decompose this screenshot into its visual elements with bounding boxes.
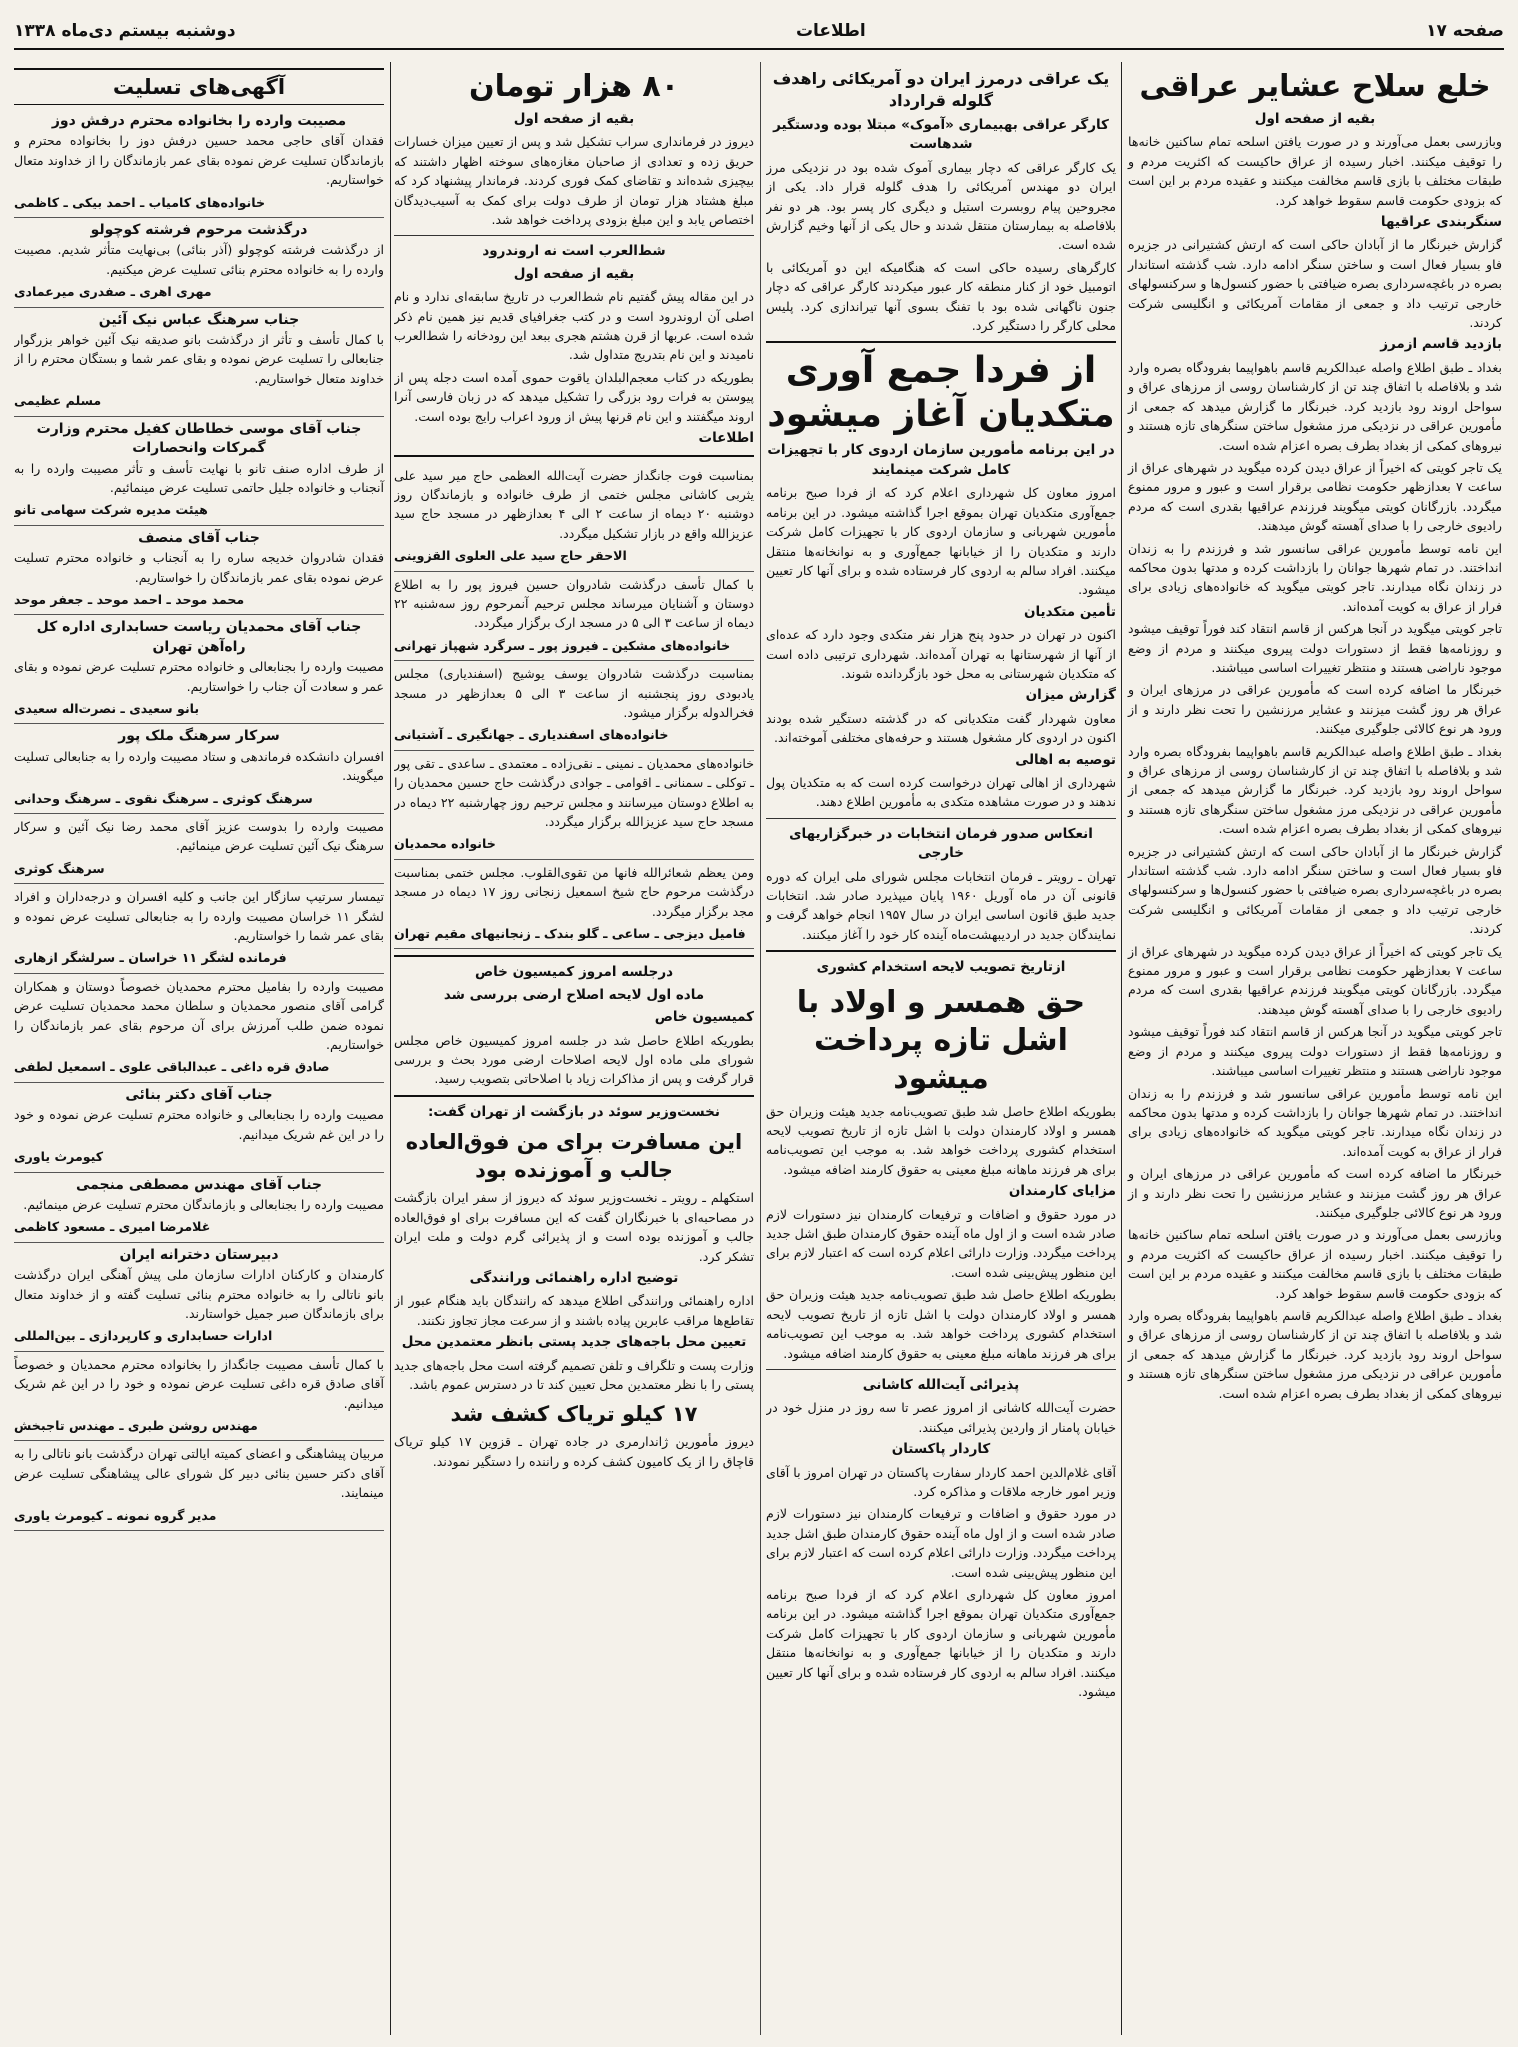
- middle-right-block: [766, 62, 1116, 2035]
- article-paragraph: آقای غلام‌الدین احمد کاردار سفارت پاکستان در تهران امروز با آقای وزیر امور خارجه ملاقات و مذاکره کرد.: [766, 1464, 1116, 1499]
- notice-signature: مهری اهری ـ صفدری میرعمادی: [14, 284, 212, 300]
- subheadline: ماده اول لایحه اصلاح ارضی بررسی شد: [443, 986, 705, 1003]
- subheading: مزایای کارمندان: [1008, 1183, 1116, 1200]
- notice-body: بمناسبت درگذشت شادروان یوسف یوشیج (اسفندیاری) مجلس یادبودی روز پنجشنبه از ساعت ۳ الی ۵ بعدازظهر در مسجد فخرالدوله برگزار میشود.: [394, 666, 755, 720]
- notice-title: درگذشت مرحوم فرشته کوچولو: [90, 222, 308, 239]
- article-paragraph: در مورد حقوق و اضافات و ترفیعات کارمندان نیز دستورات لازم صادر شده است و از اول ماه آینده حقوق کارمندان طبق اشل جدید پرداخت میگردد. وزارت دارائی اعلام کرده است که اعتبار لازم برای این منظور پیش‌بینی شده است.: [766, 1206, 1116, 1280]
- article-paragraph: بغداد ـ طبق اطلاع واصله عبدالکریم قاسم باهواپیما بفرودگاه بصره وارد شد و بلافاصله با اتفاق چند تن از کارشناسان روسی از مرزهای عراق و سواحل اروند رود بازدید کرد. خبرنگار ما گزارش میدهد که جمعی از مأمورین عراقی در نزدیکی مرز مشغول ساختن سنگرهای تازه هستند و نیروهای کمکی از بغداد بطرف بصره اعزام شده است.: [1128, 743, 1502, 837]
- notice-body: فقدان آقای حاجی محمد حسین درفش دوز را بخانواده محترم و بازماندگان تسلیت عرض نموده بقای عمر بازماندگان را از خداوند متعال خواستاریم.: [14, 133, 384, 188]
- notice-title: دبیرستان دخترانه ایران: [119, 1246, 279, 1263]
- article-paragraph: بغداد ـ طبق اطلاع واصله عبدالکریم قاسم باهواپیما بفرودگاه بصره وارد شد و بلافاصله با اتفاق چند تن از کارشناسان روسی از مرزهای عراق و سواحل اروند رود بازدید کرد. خبرنگار ما گزارش میدهد که جمعی از مأمورین عراقی در نزدیکی مرز مشغول ساختن سنگرهای تازه هستند و نیروهای کمکی از بغداد بطرف بصره اعزام شده است.: [1128, 359, 1502, 453]
- notice-body: بمناسبت فوت جانگداز حضرت آیت‌الله العظمی حاج میر سید علی یثربی کاشانی مجلس ختمی از طرف خانواده و بازماندگان روز دوشنبه ۲۰ دیماه از ساعت ۲ الی ۴ بعدازظهر در مسجد حاج سید عزیزالله واقع در بازار تشکیل میگردد.: [394, 467, 754, 541]
- notice-signature: ادارات حسابداری و کارپردازی ـ بین‌المللی: [14, 1328, 273, 1344]
- issue-date: دوشنبه بیستم دی‌ماه ۱۳۳۸: [14, 21, 236, 41]
- article-paragraph: بطوریکه اطلاع حاصل شد در جلسه امروز کمیسیون خاص مجلس شورای ملی ماده اول لایحه اصلاحات ارضی مورد بحث و بررسی قرار گرفت و پس از مذاکرات زیاد با اصلاحاتی بتصویب رسید.: [394, 1032, 754, 1087]
- condolence-notice: [14, 526, 384, 616]
- right-column: [1121, 62, 1502, 2035]
- condolence-notice: [14, 1173, 384, 1243]
- headline-80000-toman: ۸۰ هزار تومان: [468, 69, 680, 104]
- notice-body: فقدان شادروان خدیجه ساره را به آنجناب و خانواده محترم تسلیت عرض نموده بقای عمر بازماندگان را خواستاریم.: [14, 550, 384, 585]
- subheading: تأمین متکدیان: [1023, 603, 1116, 620]
- condolence-notice: [394, 860, 754, 950]
- headline-swedish-pm-trip: این مسافرت برای من فوق‌العاده جالب و آموزنده بود: [405, 1130, 743, 1183]
- notice-body: مصیبت وارده را بدوست عزیز آقای محمد رضا نیک آئین و سرکار سرهنگ نیک آئین تسلیت عرض مینمائیم.: [14, 819, 384, 854]
- notice-body: مصیبت وارده را بجنابعالی و خانواده محترم تسلیت عرض نموده و بقای عمر و سعادت آن جناب را خواستاریم.: [14, 659, 384, 694]
- condolence-notice: [14, 814, 384, 884]
- condolence-notice: [394, 751, 754, 860]
- notice-title: سرکار سرهنگ ملک پور: [118, 728, 280, 745]
- article-paragraph: امروز معاون کل شهرداری اعلام کرد که از فردا صبح برنامه جمع‌آوری متکدیان تهران بموقع اجرا گذاشته میشود. در این برنامه مأمورین شهربانی و سازمان اردوی کار با تجهیزات کامل شرکت دارند و متکدیان را از خیابانها جمع‌آوری و به نوانخانه‌ها منتقل میکنند. افراد سالم به اردوی کار فرستاده شده و برای آنها کار تعیین میشود.: [766, 485, 1116, 598]
- notice-title: جناب آقای محمدیان ریاست حسابداری اداره کل راه‌آهن تهران: [36, 619, 362, 655]
- notice-signature: بانو سعیدی ـ نصرت‌اله سعیدی: [14, 700, 200, 716]
- condolence-notice: [14, 1441, 384, 1531]
- continued-label: بقیه از صفحه اول: [513, 111, 635, 127]
- notice-title: جناب آقای مهندس مصطفی منجمی: [75, 1176, 323, 1193]
- subheadline: در این برنامه مأمورین سازمان اردوی کار با تجهیزات کامل شرکت مینمایند: [767, 442, 1115, 478]
- left-column-condolences: [14, 62, 391, 2035]
- subheading: گزارش میزان: [1025, 687, 1116, 704]
- article-paragraph: خبرنگار ما اضافه کرده است که مأمورین عراقی در مرزهای ایران و عراق هر روز گشت میزنند و عشایر مرزنشین را تحت نظر دارند و از ورود هر نوع کالائی جلوگیری میکنند.: [1128, 682, 1502, 737]
- newspaper-name: اطلاعات: [795, 21, 866, 41]
- notice-signature: غلامرضا امیری ـ مسعود کاظمی: [14, 1219, 211, 1235]
- notice-signature: خانواده‌های کامیاب ـ احمد بیکی ـ کاظمی: [14, 194, 266, 210]
- condolence-notice: [14, 1352, 384, 1442]
- article-paragraph: حضرت آیت‌الله کاشانی از امروز عصر تا سه روز در منزل خود در خیابان پامنار از واردین پذیرائی میکنند.: [766, 1400, 1116, 1435]
- middle-column: [394, 62, 1116, 2035]
- article-paragraph: بطوریکه اطلاع حاصل شد طبق تصویب‌نامه جدید هیئت وزیران حق همسر و اولاد کارمندان دولت با اشل تازه از تاریخ تصویب لایحه استخدام کشوری پرداخت خواهد شد. به موجب این تصویب‌نامه برای هر فرزند ماهانه مبلغ معینی به حقوق کارمند اضافه میشود.: [766, 1103, 1116, 1177]
- notice-title: جناب آقای موسی خطاطان کفیل محترم وزارت گمرکات وانحصارات: [36, 420, 362, 457]
- article-paragraph: خبرنگار ما اضافه کرده است که مأمورین عراقی در مرزهای ایران و عراق هر روز گشت میزنند و عشایر مرزنشین را تحت نظر دارند و از ورود هر نوع کالائی جلوگیری میکنند.: [1128, 1166, 1502, 1220]
- masthead: [14, 14, 1504, 50]
- kicker: ازتاریخ تصویب لایحه استخدام کشوری: [816, 959, 1066, 976]
- notice-signature: مسلم عظیمی: [14, 393, 102, 409]
- subheading: کمیسیون خاص: [654, 1009, 754, 1026]
- notice-signature: مدیر گروه نمونه ـ کیومرث یاوری: [14, 1507, 217, 1523]
- headline-iraqi-shoots-americans: یک عراقی درمرز ایران دو آمریکائی راهدف گلوله قرارداد: [772, 69, 1110, 110]
- notice-body: ومن یعظم شعائرالله فانها من تقوی‌القلوب. مجلس ختمی بمناسبت درگذشت مرحوم حاج شیخ اسمعیل زنجانی روز ۱۷ دیماه در مسجد مجد برگزار میگردد.: [394, 864, 754, 919]
- condolence-notice: [14, 1083, 384, 1173]
- notice-body: کارمندان و کارکنان ادارات سازمان ملی پیش آهنگی ایران درگذشت بانو ناتالی را به خانواده محترم بنائی تسلیت گفته و از خداوند متعال برای بازماندگان صبر جمیل خواستارند.: [14, 1267, 384, 1321]
- article-paragraph: دیروز مأمورین ژاندارمری در جاده تهران ـ قزوین ۱۷ کیلو تریاک قاچاق را از یک کامیون کشف کرده و راننده را دستگیر نمودند.: [394, 1434, 754, 1469]
- article-paragraph: در مورد حقوق و اضافات و ترفیعات کارمندان نیز دستورات لازم صادر شده است و از اول ماه آینده حقوق کارمندان طبق اشل جدید پرداخت میگردد. وزارت دارائی اعلام کرده است که اعتبار لازم برای این منظور پیش‌بینی شده است.: [766, 1506, 1116, 1580]
- condolence-notice: [14, 884, 384, 974]
- notice-signature: خانواده محمدیان: [394, 836, 496, 852]
- headline-disarm-iraqi-tribes: خلع سلاح عشایر عراقی: [1139, 69, 1491, 104]
- notice-signature: خانواده‌های اسفندیاری ـ جهانگیری ـ آشتیانی: [394, 727, 669, 743]
- notice-title: جناب آقای منصف: [138, 529, 260, 546]
- headline-kashani-reception: پذیرائی آیت‌الله کاشانی: [862, 1376, 1020, 1393]
- notice-signature: کیومرث یاوری: [14, 1149, 104, 1165]
- article-paragraph: وزارت پست و تلگراف و تلفن تصمیم گرفته است محل باجه‌های جدید پستی را با نظر معتمدین محل تعیین کند تا در دسترس عموم باشد.: [394, 1357, 754, 1392]
- headline-beggars-collection: از فردا جمع آوری متکدیان آغاز میشود: [767, 350, 1115, 436]
- kicker: شط‌العرب است نه اروندرود: [482, 243, 666, 260]
- notice-title: جناب سرهنگ عباس نیک آئین: [98, 311, 300, 328]
- notice-signature: الاحقر حاج سید علی العلوی القزوینی: [394, 548, 627, 564]
- condolence-notice: [14, 218, 384, 308]
- middle-left-block: [394, 62, 761, 2035]
- article-paragraph: یک تاجر کویتی که اخیراً از عراق دیدن کرده میگوید در شهرهای عراق از ساعت ۷ بعدازظهر حکومت نظامی برقرار است و عبور و مرور ممنوع میگردد. بازرگانان کویتی میگویند فرزندم عراقیها بقدری است که مردم رادیوی خارجی را با صدای آهسته گوش میدهند.: [1128, 459, 1502, 534]
- notice-body: خانواده‌های محمدیان ـ نمینی ـ نقی‌زاده ـ معتمدی ـ ساعدی ـ تقی پور ـ توکلی ـ سمنانی ـ اقوامی ـ جوادی درگذشت حاج حسین محمدیان را به اطلاع دوستان میرسانند و مجلس ترحیم روز چهارشنبه ۲۲ دیماه در مسجد حاج سید عزیزالله برگزار میگردد.: [394, 755, 754, 829]
- condolence-notice: [394, 661, 754, 751]
- condolence-notice: [14, 1243, 384, 1352]
- article-paragraph: وبازرسی بعمل می‌آورند و در صورت یافتن اسلحه تمام ساکنین خانه‌ها را توقیف میکنند. اخبار رسیده از عراق حاکیست که اکثریت مردم و طبقات مختلف با بازی قاسم مخالفت میکنند و عقیده مردم بر این است که بزودی حکومت قاسم سقوط خواهد کرد.: [1128, 134, 1502, 208]
- notice-body: با کمال تأسف و تأثر از درگذشت بانو صدیقه نیک آئین خواهر بزرگوار جنابعالی را تسلیت عرض نموده و بقای عمر شما و بستگان محترم را از خداوند متعال خواستاریم.: [14, 332, 384, 386]
- article-paragraph: معاون شهردار گفت متکدیانی که در گذشته دستگیر شده بودند اکنون در اردوی کار مشغول هستند و حرفه‌های مختلفی آموخته‌اند.: [766, 710, 1116, 746]
- notice-signature: هیئت مدیره شرکت سهامی تانو: [14, 502, 208, 518]
- article-paragraph: کارگرهای رسیده حاکی است که هنگامیکه این دو آمریکائی با اتومبیل خود از کنار منطقه کار عبور میکردند کارگر عراقی که دچار جنون ناگهانی شده بود با تفنگ بسوی آنها تیراندازی کرد. پلیس محلی کارگر را دستگیر کرد.: [766, 259, 1116, 334]
- article-paragraph: شهرداری از اهالی تهران درخواست کرده است که به متکدیان پول ندهند و در صورت مشاهده متکدی به مأمورین اطلاع دهند.: [766, 774, 1116, 810]
- condolence-notice: [394, 463, 754, 572]
- notice-title: جناب آقای دکتر بنائی: [125, 1086, 273, 1103]
- continued-label: بقیه از صفحه اول: [513, 265, 635, 282]
- article-paragraph: دیروز در فرمانداری سراب تشکیل شد و پس از تعیین میزان خسارات حریق زده و تعدادی از صاحبان مغازه‌های سوخته اظهار داشتند که بیچیزی شده‌اند و تقاضای کمک فوری کردند. فرماندار پیشنهاد کرد که مبلغ هشتاد هزار تومان از طرف دولت برای کمک به آسیب‌دیدگان اختصاص یابد و این مبلغ بزودی پرداخت خواهد شد.: [394, 134, 754, 228]
- kicker: نخست‌وزیر سوئد در بازگشت از تهران گفت:: [428, 1103, 720, 1120]
- continued-label: بقیه از صفحه اول: [1254, 111, 1376, 127]
- notice-signature: سرهنگ کوثری: [14, 860, 105, 876]
- article-paragraph: گزارش خبرنگار ما از آبادان حاکی است که ارتش کشتیرانی در جزیره فاو بسیار فعال است و ساختن سنگر ادامه دارد. شب گذشته استاندار بصره در باغچه‌سرداری بصره ضیافتی با حضور کنسول‌ها و سرکنسولهای خارجی ترتیب داد و جمعی از مقامات آمریکائی و انگلیسی شرکت کردند.: [1128, 843, 1502, 937]
- headline-election-decree: انعکاس صدور فرمان انتخابات در خبرگزاریهای خارجی: [789, 825, 1093, 862]
- page-number: صفحه ۱۷: [1426, 21, 1504, 41]
- notice-body: با کمال تأسف درگذشت شادروان حسین فیروز پور را به اطلاع دوستان و آشنایان میرساند مجلس ترحیم آنمرحوم روز سه‌شنبه ۲۲ دیماه از ساعت ۳ الی ۵ در مسجد ارک برگزار میگردد.: [394, 576, 754, 631]
- headline-spouse-children-allowance: حق همسر و اولاد با اشل تازه پرداخت میشود: [796, 984, 1086, 1096]
- notice-body: با کمال تأسف مصیبت جانگداز را بخانواده محترم محمدیان و خصوصاً آقای صادق قره داغی تسلیت عرض نموده و خود را در این غم شریک میدانیم.: [14, 1356, 384, 1411]
- article-paragraph: بطوریکه اطلاع حاصل شد طبق تصویب‌نامه جدید هیئت وزیران حق همسر و اولاد کارمندان دولت با اشل تازه از تاریخ تصویب لایحه استخدام کشوری پرداخت خواهد شد. به موجب این تصویب‌نامه برای هر فرزند ماهانه مبلغ معینی به حقوق کارمند اضافه میشود.: [766, 1287, 1116, 1361]
- notice-body: از درگذشت فرشته کوچولو (آذر بنائی) بی‌نهایت متأثر شدیم. مصیبت وارده را به خانواده محترم بنائی تسلیت عرض میکنیم.: [14, 242, 384, 277]
- notice-signature: مهندس روشن طبری ـ مهندس تاجبخش: [14, 1417, 258, 1433]
- condolence-notice: [14, 724, 384, 814]
- condolence-notice: [14, 417, 384, 526]
- article-paragraph: تاجر کویتی میگوید در آنجا هرکس از قاسم انتقاد کند فوراً توقیف میشود و روزنامه‌ها فقط از دستورات دولت پیروی میکنند و مردم از وضع موجود ناراضی هستند و منتظر تغییرات اساسی میباشند.: [1128, 621, 1502, 675]
- article-paragraph: یک تاجر کویتی که اخیراً از عراق دیدن کرده میگوید در شهرهای عراق از ساعت ۷ بعدازظهر حکومت نظامی برقرار است و عبور و مرور ممنوع میگردد. بازرگانان کویتی میگویند فرزندم عراقیها بقدری است که مردم رادیوی خارجی را با صدای آهسته گوش میدهند.: [1128, 943, 1502, 1017]
- condolence-section-heading: آگهی‌های تسلیت: [14, 68, 384, 105]
- notice-body: مصیبت وارده را بجنابعالی و بازماندگان محترم تسلیت عرض مینمائیم.: [23, 1196, 384, 1212]
- subheading: توصیه به اهالی: [1015, 751, 1116, 768]
- article-paragraph: این نامه توسط مأمورین عراقی سانسور شد و فرزندم را به زندان انداختند. در تمام شهرها جوانان را بازداشت کرده و مدتها بدون محاکمه در زندان نگاه میدارند. تاجر کویتی میگوید که خانواده‌های زیادی برای فرار از عراق به کویت آمده‌اند.: [1128, 1085, 1502, 1159]
- article-paragraph: در این مقاله پیش گفتیم نام شط‌العرب در تاریخ سابقه‌ای ندارد و نام اصلی آن اروندرود است و در کتب جغرافیای قدیم نیز همین نام ذکر شده است. عربها از قرن هشتم هجری ببعد این رودخانه را شط‌العرب نامیدند و این نام بتدریج متداول شد.: [394, 289, 754, 363]
- article-paragraph: بطوریکه در کتاب معجم‌البلدان یاقوت حموی آمده است دجله پس از پیوستن به فرات رود بزرگی را تشکیل میدهد که در زبان فارسی آنرا اروند میگفتند و این نام قرنها پیش از ورود اعراب رایج بوده است.: [394, 369, 754, 424]
- notice-body: افسران دانشکده فرماندهی و ستاد مصیبت وارده را به جنابعالی تسلیت میگویند.: [14, 748, 384, 784]
- notice-title: مصیبت وارده را بخانواده محترم درفش دوز: [51, 113, 347, 129]
- headline-postal-kiosks: تعیین محل باجه‌های جدید پستی بانظر معتمدین محل: [401, 1334, 747, 1351]
- notice-body: از طرف اداره صنف تانو با نهایت تأسف و تأثر مصیبت وارده را به آنجناب و خانواده جلیل حاتمی تسلیت عرض مینمائیم.: [14, 460, 384, 495]
- headline-opium-seized: ۱۷ کیلو تریاک کشف شد: [450, 1402, 698, 1427]
- notice-signature: فامیل دیزجی ـ ساعی ـ گلو بندک ـ زنجانیهای مقیم تهران: [394, 926, 746, 942]
- article-paragraph: اکنون در تهران در حدود پنج هزار نفر متکدی وجود دارد که عده‌ای از آنها از شهرستانها به تهران آمده‌اند. شهرداری ترتیبی داده است که متکدیان شهرستانی به محل خود بازگردانده شوند.: [766, 627, 1116, 681]
- subheadline: کارگر عراقی بهبیماری «آموک» مبتلا بوده ودستگیر شدهاست: [773, 117, 1109, 153]
- notice-body: مصیبت وارده را بجنابعالی و خانواده محترم تسلیت عرض نموده و خود را در این غم شریک میدانیم.: [14, 1107, 384, 1142]
- notice-body: مربیان پیشاهنگی و اعضای کمیته ایالتی تهران درگذشت بانو ناتالی را به آقای دکتر حسین بنائی دبیر کل شورای عالی پیشاهنگی تسلیت عرض مینمایند.: [14, 1446, 384, 1501]
- condolence-notice: [394, 572, 754, 662]
- article-paragraph: یک کارگر عراقی که دچار بیماری آموک شده بود در نزدیکی مرز ایران دو مهندس آمریکائی را هدف گلوله قرار داد. یکی از مجروحین پیام روبسرت استیل و دیگری کار پسر بود. هر دو نفر بلافاصله به بیمارستان منتقل شدند و حال یکی از آنها وخیم گزارش شده است.: [766, 159, 1116, 253]
- article-paragraph: بغداد ـ طبق اطلاع واصله عبدالکریم قاسم باهواپیما بفرودگاه بصره وارد شد و بلافاصله با اتفاق چند تن از کارشناسان روسی از مرزهای عراق و سواحل اروند رود بازدید کرد. خبرنگار ما گزارش میدهد که جمعی از مأمورین عراقی در نزدیکی مرز مشغول ساختن سنگرهای تازه هستند و نیروهای کمکی از بغداد بطرف بصره اعزام شده است.: [1128, 1307, 1502, 1401]
- condolence-notice: [14, 109, 384, 218]
- subheading: سنگربندی عراقیها: [1380, 214, 1502, 231]
- article-paragraph: استکهلم ـ رویتر ـ نخست‌وزیر سوئد که دیروز از سفر ایران بازگشت در مصاحبه‌ای با خبرنگاران گفت که این مسافرت برای او فوق‌العاده جالب و آموزنده بوده است و از پذیرائی گرم دولت و ملت ایران تشکر کرد.: [394, 1190, 754, 1264]
- article-paragraph: تهران ـ رویتر ـ فرمان انتخابات مجلس شورای ملی ایران که دوره قانونی آن در ماه آوریل ۱۹۶۰ پایان میپذیرد صادر شد. انتخابات جدید طبق قانون اساسی ایران در سال ۱۹۵۷ انجام خواهد گرفت و نمایندگان جدید در اردیبهشت‌ماه آینده کار خود را آغاز میکنند.: [766, 868, 1116, 942]
- headline-traffic-department: توضیح اداره راهنمائی ورانندگی: [469, 1269, 679, 1286]
- notice-signature: صادق قره داغی ـ عبدالباقی علوی ـ اسمعیل لطفی: [14, 1059, 330, 1075]
- article-paragraph: تاجر کویتی میگوید در آنجا هرکس از قاسم انتقاد کند فوراً توقیف میشود و روزنامه‌ها فقط از دستورات دولت پیروی میکنند و مردم از وضع موجود ناراضی هستند و منتظر تغییرات اساسی میباشند.: [1128, 1024, 1502, 1079]
- condolence-notice: [14, 308, 384, 417]
- condolence-notice: [14, 615, 384, 724]
- article-signature: اطلاعات: [698, 430, 754, 447]
- notice-signature: سرهنگ کوثری ـ سرهنگ نقوی ـ سرهنگ وحدانی: [14, 790, 313, 806]
- article-paragraph: گزارش خبرنگار ما از آبادان حاکی است که ارتش کشتیرانی در جزیره فاو بسیار فعال است و ساختن سنگر ادامه دارد. شب گذشته استاندار بصره در باغچه‌سرداری بصره ضیافتی با حضور کنسول‌ها و سرکنسولهای خارجی ترتیب داد و جمعی از مقامات آمریکائی و انگلیسی شرکت کردند.: [1128, 237, 1502, 331]
- condolence-notice: [14, 974, 384, 1083]
- article-paragraph: اداره راهنمائی ورانندگی اطلاع میدهد که رانندگان باید هنگام عبور از تقاطع‌ها مراقب عابرین پیاده باشند و از سرعت مجاز تجاوز نکنند.: [394, 1293, 754, 1328]
- notice-signature: خانواده‌های مشکین ـ فیروز پور ـ سرگرد شهپاز تهرانی: [394, 637, 731, 653]
- subheading: بازدید قاسم ازمرز: [1380, 336, 1502, 353]
- notice-body: تیمسار سرتیپ سازگار این جانب و کلیه افسران و درجه‌داران و افراد لشگر ۱۱ خراسان مصیبت وارده را به جنابعالی تسلیت عرض نموده و بقای عمر شما را خواستاریم.: [14, 889, 384, 944]
- notice-signature: فرمانده لشگر ۱۱ خراسان ـ سرلشگر ازهاری: [14, 950, 287, 966]
- headline-pakistan-charge: کاردار پاکستان: [891, 1441, 991, 1458]
- article-paragraph: امروز معاون کل شهرداری اعلام کرد که از فردا صبح برنامه جمع‌آوری متکدیان تهران بموقع اجرا گذاشته میشود. در این برنامه مأمورین شهربانی و سازمان اردوی کار با تجهیزات کامل شرکت دارند و متکدیان را از خیابانها جمع‌آوری و به نوانخانه‌ها منتقل میکنند. افراد سالم به اردوی کار فرستاده شده و برای آنها کار تعیین میشود.: [766, 1586, 1116, 1699]
- article-paragraph: این نامه توسط مأمورین عراقی سانسور شد و فرزندم را به زندان انداختند. در تمام شهرها جوانان را بازداشت کرده و مدتها بدون محاکمه در زندان نگاه میدارند. تاجر کویتی میگوید که خانواده‌های زیادی برای فرار از عراق به کویت آمده‌اند.: [1128, 540, 1502, 614]
- notice-body: مصیبت وارده را بفامیل محترم محمدیان خصوصاً دوستان و همکاران گرامی آقای منصور محمدیان و سلطان محمد محمدیان تسلیت عرض نموده ضمن طلب آمرزش برای آن مرحوم بقای عمر بازماندگان را خواستاریم.: [14, 978, 384, 1053]
- notice-signature: محمد موحد ـ احمد موحد ـ جعفر موحد: [14, 591, 245, 607]
- article-paragraph: وبازرسی بعمل می‌آورند و در صورت یافتن اسلحه تمام ساکنین خانه‌ها را توقیف میکنند. اخبار رسیده از عراق حاکیست که اکثریت مردم و طبقات مختلف با بازی قاسم مخالفت میکنند و عقیده مردم بر این است که بزودی حکومت قاسم سقوط خواهد کرد.: [1128, 1227, 1502, 1301]
- kicker: درجلسه امروز کمیسیون خاص: [474, 964, 674, 981]
